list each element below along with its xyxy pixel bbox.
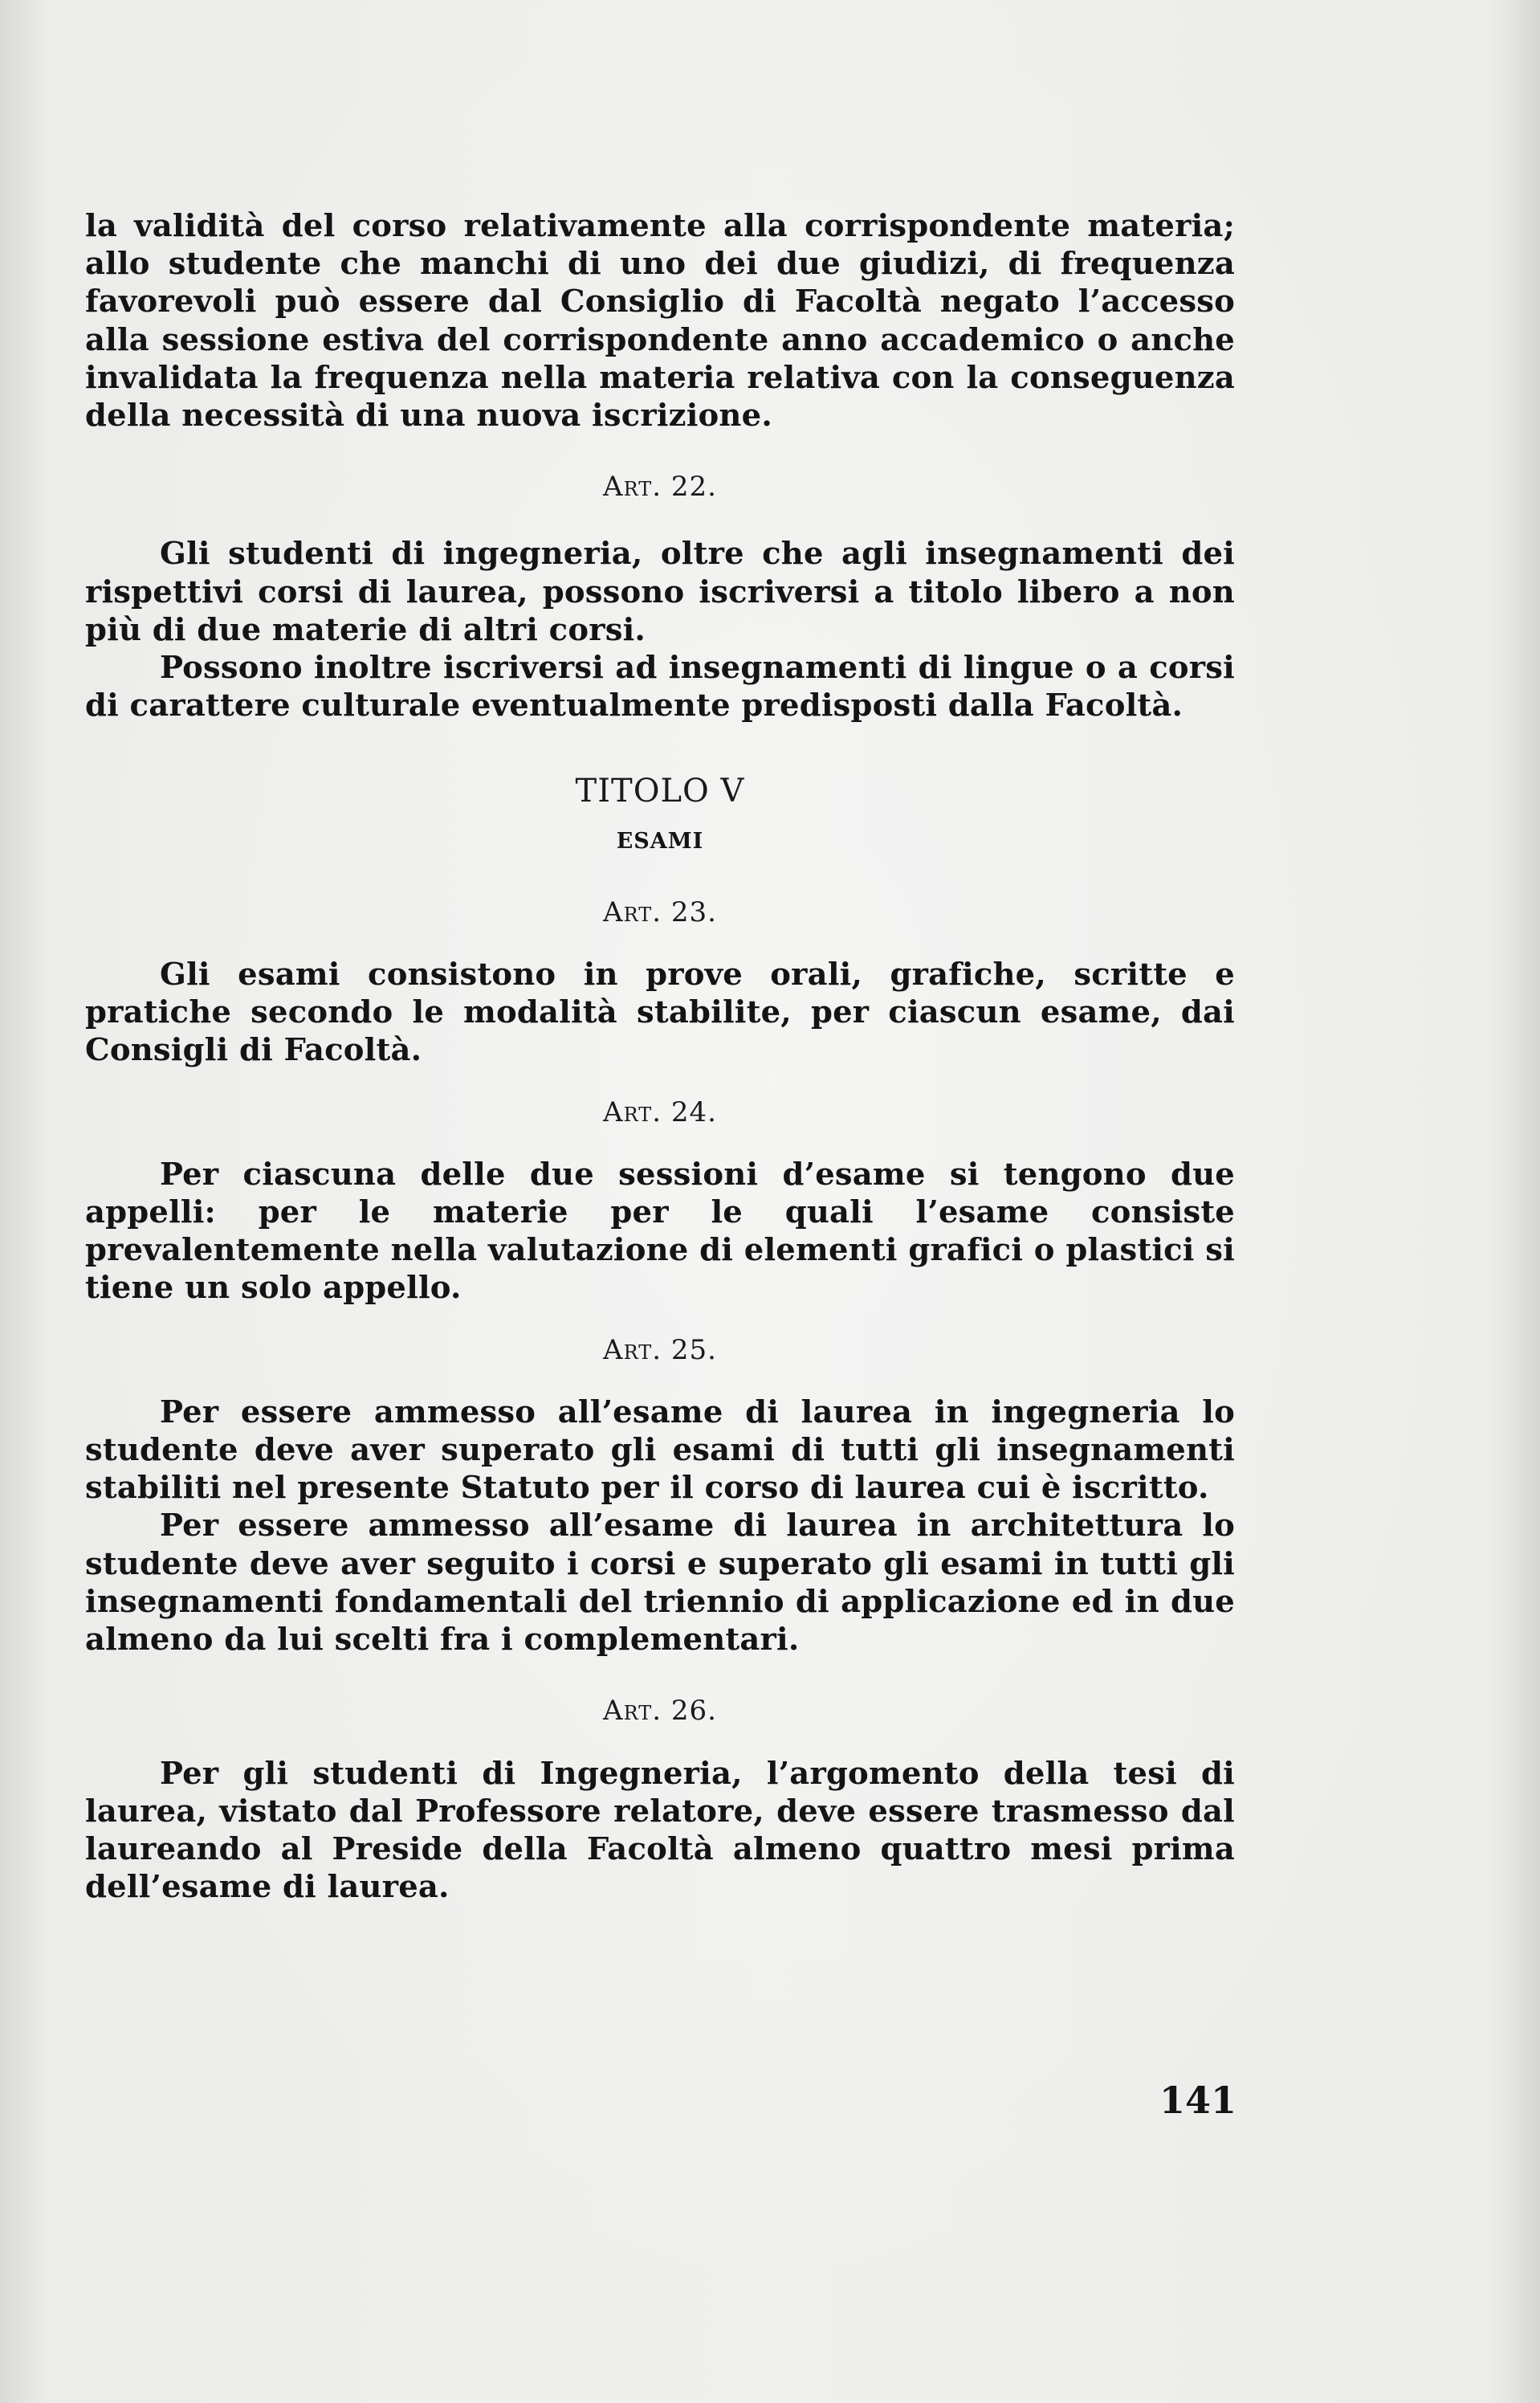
article-26-paragraph-1: Per gli studenti di Ingegneria, l’argomento della tesi di laurea, vistato dal Professore relatore, deve essere trasmesso dal laureando al Preside della Facoltà almeno quattro mesi prima dell’esame di laurea. [85,1755,1235,1906]
article-25-paragraph-2: Per essere ammesso all’esame di laurea in architettura lo studente deve aver seguito i corsi e superato gli esami in tutti gli insegnamenti fondamentali del triennio di applicazione ed in due almeno da lui scelti fra i complementari. [85,1507,1235,1658]
article-22-heading: Art. 22. [603,471,717,504]
article-25-heading: Art. 25. [603,1333,717,1366]
article-22-paragraph-1: Gli studenti di ingegneria, oltre che agli insegnamenti dei rispettivi corsi di laurea, possono iscriversi a titolo libero a non più di due materie di altri corsi. [85,536,1235,648]
page-number: 141 [1159,2079,1236,2122]
article-24-heading: Art. 24. [603,1095,717,1128]
article-23-paragraph-1: Gli esami consistono in prove orali, grafiche, scritte e pratiche secondo le modalità stabilite, per ciascun esame, dai Consigli di Facoltà. [85,957,1235,1069]
paragraph-continuation: la validità del corso relativamente alla corrispondente materia; allo studente che manchi di uno dei due giudizi, di frequenza favorevoli può essere dal Consiglio di Facoltà negato l’accesso alla sessione estiva del corrispondente anno accademico o anche invalidata la frequenza nella materia relativa con la conseguenza della necessità di una nuova iscrizione. [85,208,1235,434]
article-25-paragraph-1: Per essere ammesso all’esame di laurea in ingegneria lo studente deve aver superato gli esami di tutti gli insegnamenti stabiliti nel presente Statuto per il corso di laurea cui è iscritto. [85,1393,1235,1507]
article-26-heading: Art. 26. [603,1695,717,1728]
article-22-paragraph-2: Possono inoltre iscriversi ad insegnamenti di lingue o a corsi di carattere culturale eventualmente predisposti dalla Facoltà. [85,650,1235,724]
article-23-heading: Art. 23. [603,896,717,928]
article-24-paragraph-1: Per ciascuna delle due sessioni d’esame si tengono due appelli: per le materie per le quali l’esame consiste prevalentemente nella valutazione di elementi grafici o plastici si tiene un solo appello. [85,1156,1235,1307]
title-heading: TITOLO V [575,773,745,810]
section-heading: ESAMI [616,828,704,854]
page-content [85,207,1235,1906]
